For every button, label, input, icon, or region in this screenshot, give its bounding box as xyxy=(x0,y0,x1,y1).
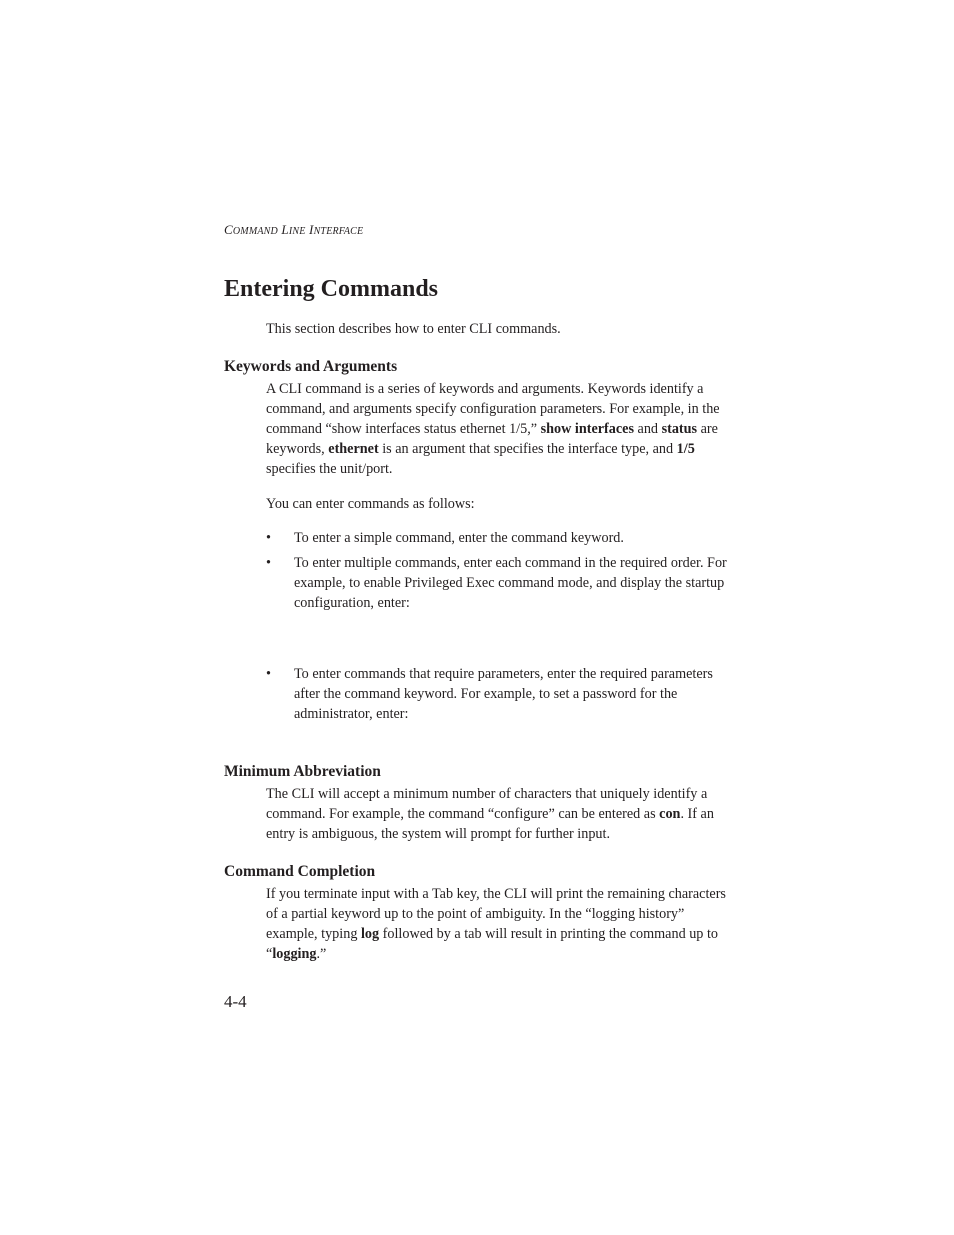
subheading-completion: Command Completion xyxy=(224,863,376,880)
section-intro: This section describes how to enter CLI commands. xyxy=(266,321,561,337)
running-head-word: LINE xyxy=(281,222,306,237)
list-item: • To enter a simple command, enter the command keyword. xyxy=(266,530,624,546)
argument-ethernet: ethernet xyxy=(328,441,379,457)
section-title: Entering Commands xyxy=(224,276,439,302)
subheading-keywords: Keywords and Arguments xyxy=(224,358,398,375)
list-item: • To enter commands that require parameters, enter the required parameters after the command keyword. For example, to set a password for the administrator, enter: xyxy=(266,666,713,722)
running-head xyxy=(224,222,363,238)
page-number: 4-4 xyxy=(224,992,247,1011)
keyword-log: log xyxy=(360,926,380,942)
running-head-word: INTERFACE xyxy=(309,222,364,237)
bullet-list xyxy=(266,553,736,613)
keywords-paragraph: A CLI command is a series of keywords and arguments. Keywords identify a command, and arguments specify configuration parameters. For example, in the command “show interfaces status ethernet 1/5,” show interfaces and status are keywords, ethernet is an argument that specifies the interface type, and 1/5 specifies the unit/port. xyxy=(266,381,720,477)
bullet-icon: • xyxy=(266,666,271,682)
keyword-show-interfaces: show interfaces xyxy=(540,421,634,437)
argument-unit-port: 1/5 xyxy=(676,441,695,457)
bullet-list xyxy=(266,664,736,724)
bullet-icon: • xyxy=(266,530,271,546)
bullet-list xyxy=(266,528,736,548)
keyword-logging: logging xyxy=(272,946,317,962)
commands-lead-in: You can enter commands as follows: xyxy=(266,496,475,512)
completion-paragraph: If you terminate input with a Tab key, the CLI will print the remaining characters of a partial keyword up to the point of ambiguity. In the “logging history” example, typing log followed by a tab will result in printing the command up to “logging.” xyxy=(266,886,726,962)
list-item: • To enter multiple commands, enter each command in the required order. For example, to enable Privileged Exec command mode, and display the startup configuration, enter: xyxy=(266,555,727,611)
keyword-status: status xyxy=(661,421,698,437)
abbreviation-paragraph: The CLI will accept a minimum number of characters that uniquely identify a command. For example, the command “configure” can be entered as con. If an entry is ambiguous, the system will prompt for further input. xyxy=(266,786,714,842)
running-head-word: COMMAND xyxy=(224,222,278,237)
bullet-icon: • xyxy=(266,555,271,571)
keyword-con: con xyxy=(659,806,681,822)
subheading-abbreviation: Minimum Abbreviation xyxy=(224,763,381,780)
